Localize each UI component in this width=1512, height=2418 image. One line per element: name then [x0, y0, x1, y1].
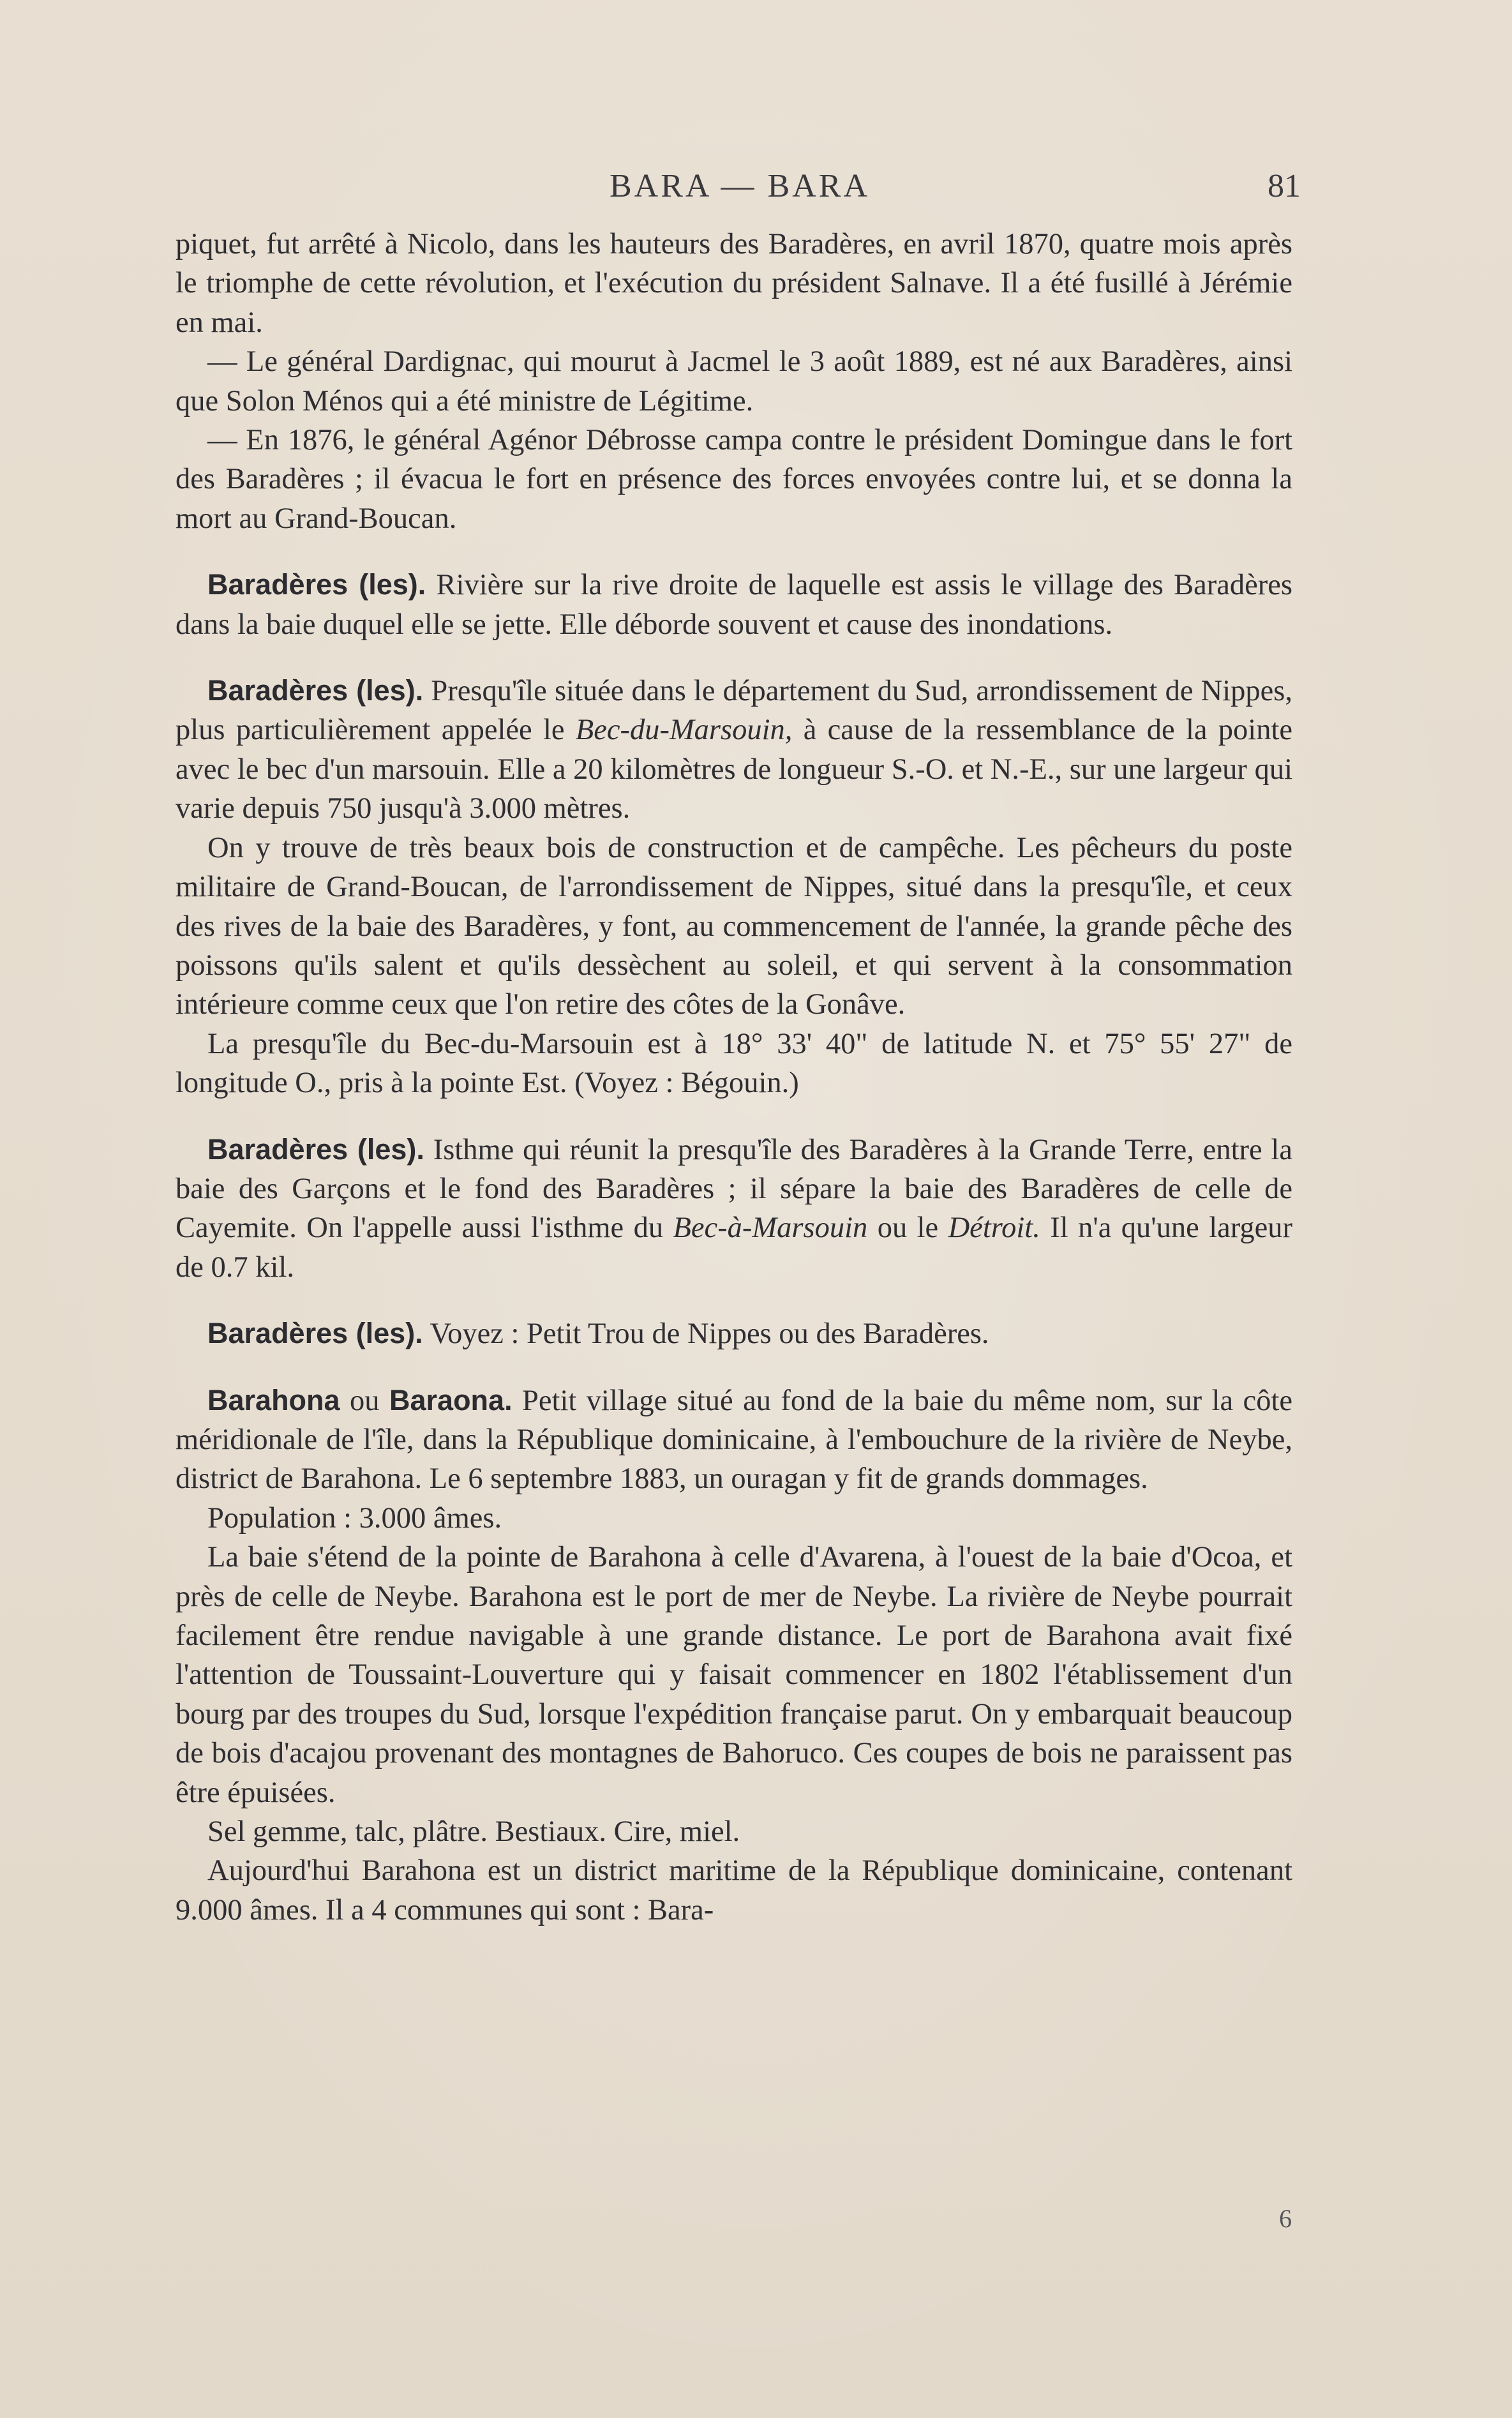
entry-paragraph: Aujourd'hui Barahona est un district maritime de la République dominicaine, contenant 9.000 âmes. Il a 4 communes qui sont : Bara- — [176, 1854, 1292, 1926]
entry-headword: Baradères (les). — [207, 1317, 423, 1350]
entry-paragraph: La presqu'île du Bec-du-Marsouin est à 18° 33' 40" de latitude N. et 75° 55' 27" de longitude O., pris à la pointe Est. (Voyez : Bégouin.) — [176, 1027, 1292, 1100]
entry-conjunction: ou — [350, 1384, 380, 1417]
entry-text: Voyez : Petit Trou de Nippes ou des Baradères. — [430, 1318, 989, 1351]
entry-text: ou le — [877, 1212, 939, 1245]
entry-italic-term: Bec-à-Marsouin — [673, 1212, 868, 1245]
entry-text: Isthme qui réunit la presqu'île des Baradères à la Grande Terre, entre la baie des Garçons et le fond des Baradères ; il sépare la baie des Baradères de celle de Cayemite. On l'appelle aussi l'isthme du — [176, 1133, 1292, 1245]
entry-paragraph: Population : 3.000 âmes. — [207, 1501, 502, 1535]
paragraph: piquet, fut arrêté à Nicolo, dans les hauteurs des Baradères, en avril 1870, quatre mois après le triomphe de cette révolution, et l'exécution du président Salnave. Il a été fusillé à Jérémie en mai. — [176, 228, 1292, 339]
entry-paragraph: On y trouve de très beaux bois de construction et de campêche. Les pêcheurs du poste militaire de Grand-Boucan, de l'arrondissement de Nippes, situé dans la presqu'île, et ceux des rives de la baie des Baradères, y font, au commencement de l'année, la grande pêche des poissons qu'ils salent et qu'ils dessèchent au soleil, et qui servent à la consommation intérieure comme ceux que l'on retire des côtes de la Gonâve. — [176, 831, 1292, 1021]
page-number: 81 — [1268, 168, 1301, 204]
entry-text: à cause de la ressemblance de la pointe avec le bec d'un marsouin. Elle a 20 kilomètres de longueur S.-O. et N.-E., sur une largeur qui varie depuis 750 jusqu'à 3.000 mètres. — [176, 714, 1293, 825]
entry-text: Petit village situé au fond de la baie du même nom, sur la côte méridionale de l'île, dans la République dominicaine, à l'embouchure de la rivière de Neybe, district de Barahona. Le 6 septembre 1883, un ouragan y fit de grands dommages. — [176, 1384, 1292, 1496]
dictionary-entry — [176, 565, 1292, 644]
entry-headword-variant: Baraona. — [389, 1383, 513, 1416]
paragraph: — En 1876, le général Agénor Débrosse campa contre le président Domingue dans le fort des Baradères ; il évacua le fort en présence des forces envoyées contre lui, et se donna la mort au Grand-Boucan. — [176, 424, 1292, 535]
body-text — [176, 225, 1292, 1930]
dictionary-entry — [176, 1314, 1292, 1353]
entry-headword: Baradères (les). — [207, 674, 424, 707]
entry-headword: Barahona — [207, 1383, 340, 1416]
dictionary-entry — [176, 1381, 1292, 1499]
signature-mark: 6 — [1279, 2204, 1292, 2233]
running-title: BARA — BARA — [609, 168, 871, 204]
entry-paragraph: La baie s'étend de la pointe de Barahona à celle d'Avarena, à l'ouest de la baie d'Ocoa, et près de celle de Neybe. Barahona est le port de mer de Neybe. La rivière de Neybe pourrait facilement être rendue navigable à une grande distance. Le port de Barahona avait fixé l'attention de Toussaint-Louverture qui y faisait commencer en 1802 l'établissement d'un bourg par des troupes du Sud, lorsque l'expédition française parut. On y embarquait beaucoup de bois d'acajou provenant des montagnes de Bahoruco. Ces coupes de bois ne paraissent pas être épuisées. — [176, 1541, 1292, 1809]
entry-italic-term: Bec-du-Marsouin, — [575, 714, 793, 747]
paragraph: — Le général Dardignac, qui mourut à Jacmel le 3 août 1889, est né aux Baradères, ainsi que Solon Ménos qui a été ministre de Légitime. — [176, 345, 1292, 417]
entry-headword: Baradères (les). — [207, 568, 426, 601]
entry-headword: Baradères (les). — [207, 1132, 424, 1166]
entry-text: Rivière sur la rive droite de laquelle est assis le village des Baradères dans la baie duquel elle se jette. Elle déborde souvent et cause des inondations. — [176, 569, 1292, 641]
page-header — [179, 167, 1301, 212]
entry-text: Il n'a qu'une largeur de 0.7 kil. — [176, 1212, 1293, 1284]
entry-italic-term: Détroit. — [948, 1212, 1040, 1245]
entry-paragraph: Sel gemme, talc, plâtre. Bestiaux. Cire, miel. — [207, 1815, 740, 1849]
dictionary-entry — [176, 1130, 1292, 1288]
dictionary-entry — [176, 671, 1292, 829]
entry-text: Presqu'île située dans le département du Sud, arrondissement de Nippes, plus particulièrement appelée le — [176, 675, 1292, 747]
